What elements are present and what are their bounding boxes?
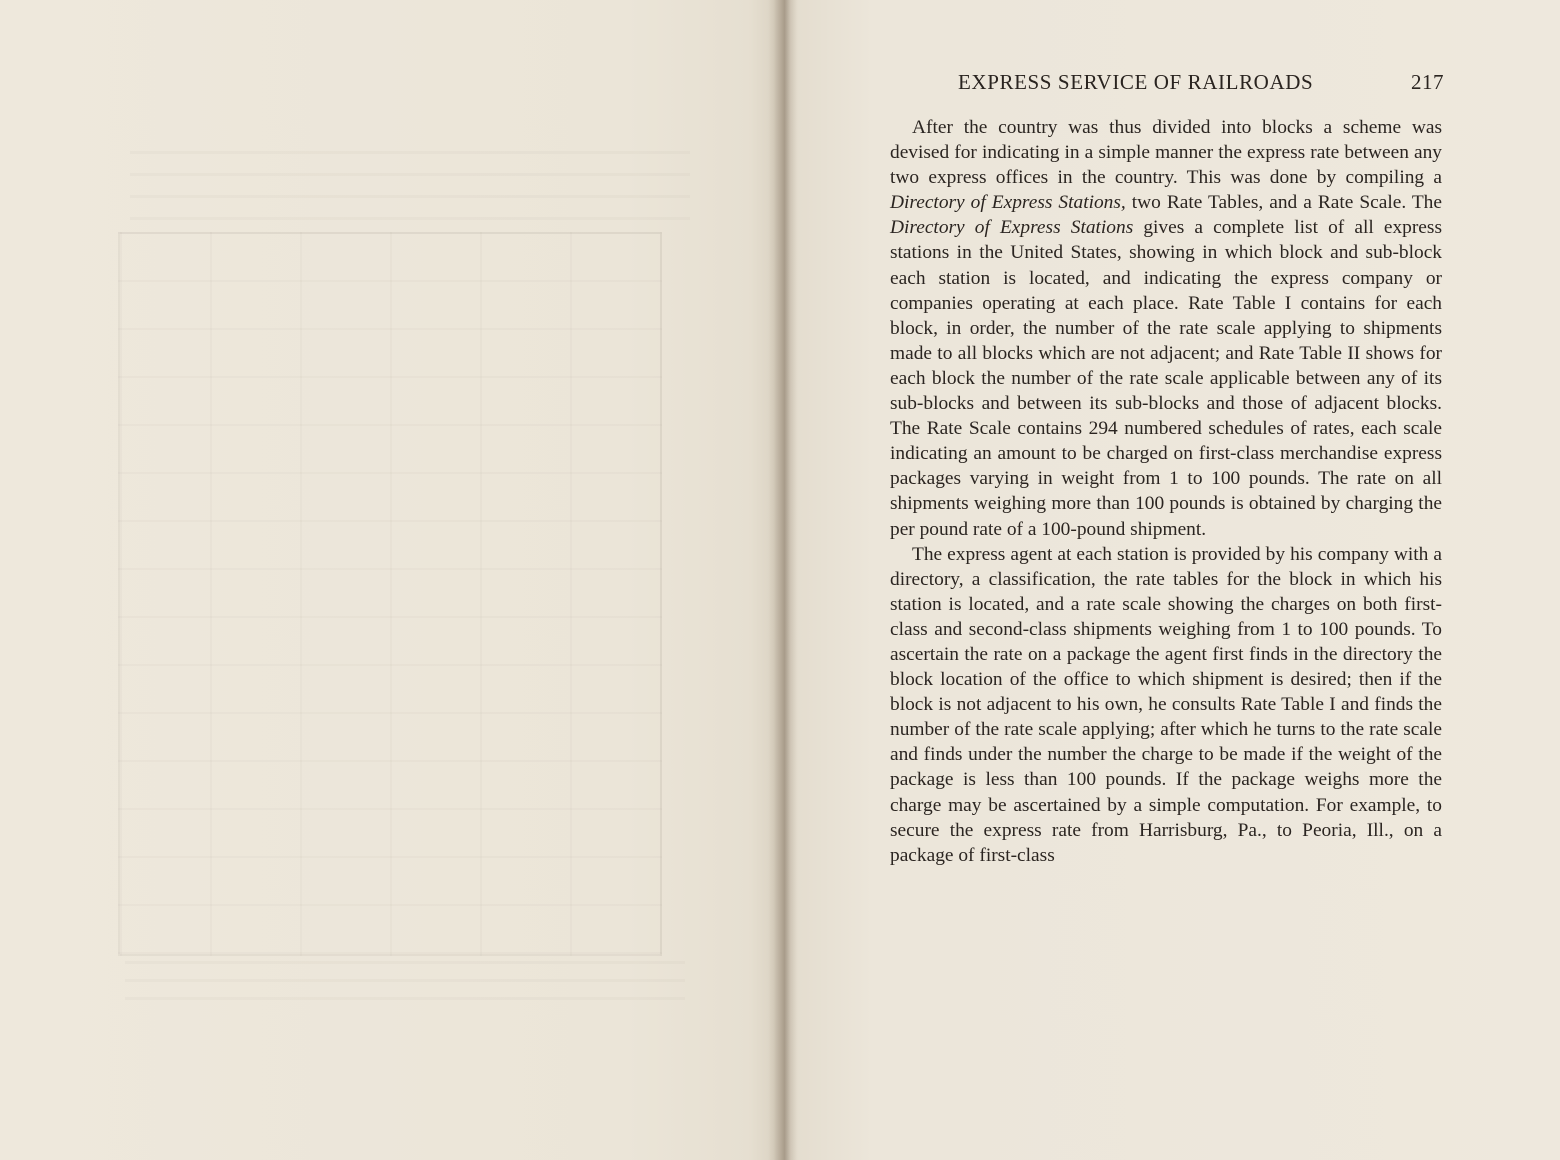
running-head <box>958 70 1444 95</box>
paragraph <box>890 542 1442 868</box>
text-run: gives a complete list of all express stations in the United States, showing in which block and sub-block each station is located, and indicating the express company or companies operating at each place. Rate Table I contains for each block, in order, the number of the rate scale applying to shipments made to all blocks which are not adjacent; and Rate Table II shows for each block the number of the rate scale applicable between any of its sub-blocks and between its sub-blocks and those of adjacent blocks. The Rate Scale contains 294 numbered schedules of rates, each scale indicating an amount to be charged on first-class merchandise express packages varying in weight from 1 to 100 pounds. The rate on all shipments weighing more than 100 pounds is obtained by charging the per pound rate of a 100-pound shipment. <box>890 217 1442 540</box>
show-through-text <box>130 150 690 220</box>
show-through-table <box>118 232 662 956</box>
italic-title: Directory of Express Stations <box>890 217 1134 239</box>
text-run: After the country was thus divided into blocks a scheme was devised for indicating in a simple manner the express rate between any two express offices in the country. This was done by compiling a <box>890 117 1442 189</box>
text-run: The express agent at each station is provided by his company with a directory, a classification, the rate tables for the block in which his station is located, and a rate scale showing the charges on both first-class and second-class shipments weighing from 1 to 100 pounds. To ascertain the rate on a package the agent first finds in the directory the block location of the office to which shipment is desired; then if the block is not adjacent to his own, he consults Rate Table I and finds the number of the rate scale applying; after which he turns to the rate scale and finds under the number the charge to be made if the weight of the package is less than 100 pounds. If the package weighs more the charge may be ascertained by a simple computation. For example, to secure the express rate from Harrisburg, Pa., to Peoria, Ill., on a package of first-class <box>890 543 1442 866</box>
italic-title: Directory of Express Stations, <box>890 192 1126 214</box>
right-page <box>790 0 1560 1160</box>
show-through-caption <box>125 960 685 1000</box>
running-head-title: EXPRESS SERVICE OF RAILROADS <box>958 70 1314 94</box>
page-number: 217 <box>1411 70 1444 94</box>
body-text <box>890 115 1442 868</box>
paragraph <box>890 115 1442 542</box>
text-run: two Rate Tables, and a Rate Scale. The <box>1125 192 1442 214</box>
